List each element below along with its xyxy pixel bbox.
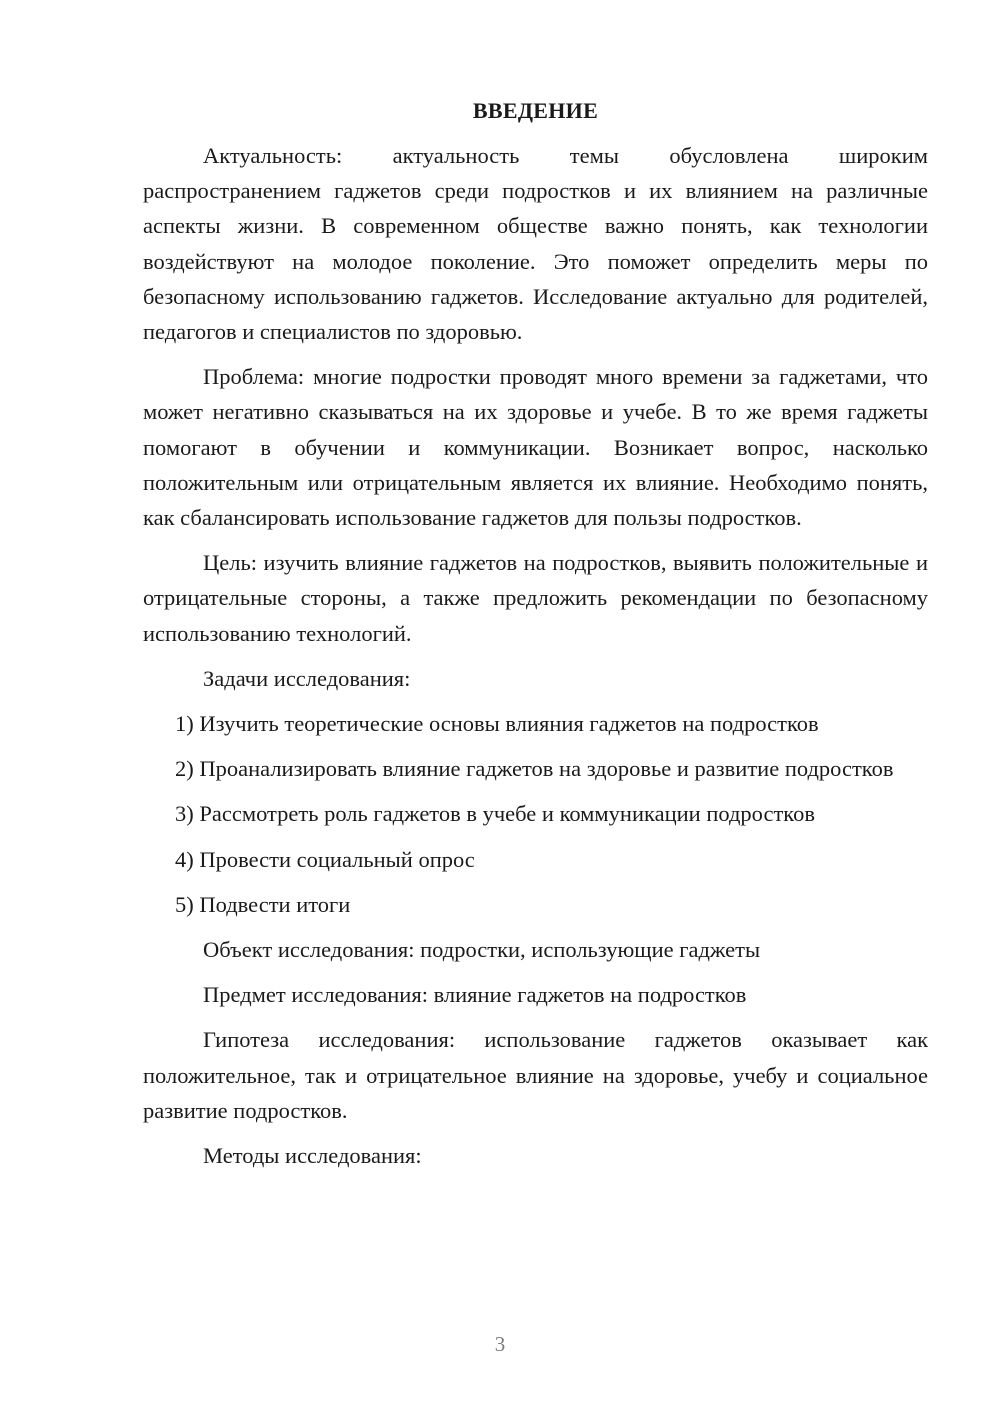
relevance-paragraph: Актуальность: актуальность темы обусловлена широким распространением гаджетов среди подростков и их влиянием на различные аспекты жизни. В современном обществе важно понять, как технологии воздействуют на молодое поколение. Это поможет определить меры по безопасному использованию гаджетов. Исследование актуально для родителей, педагогов и специалистов по здоровью. [143,143,928,345]
task-item: 4) Провести социальный опрос [175,846,475,872]
task-item: 2) Проанализировать влияние гаджетов на здоровье и развитие подростков [175,756,894,782]
subject-paragraph: Предмет исследования: влияние гаджетов на подростков [203,982,747,1008]
document-page [143,90,928,1183]
tasks-heading: Задачи исследования: [203,665,411,691]
task-item: 1) Изучить теоретические основы влияния гаджетов на подростков [175,711,819,737]
methods-paragraph: Методы исследования: [203,1143,422,1169]
page-title: ВВЕДЕНИЕ [472,98,599,123]
hypothesis-paragraph: Гипотеза исследования: использование гаджетов оказывает как положительное, так и отрицательное влияние на здоровье, учебу и социальное развитие подростков. [143,1027,928,1123]
task-item: 3) Рассмотреть роль гаджетов в учебе и коммуникации подростков [175,801,815,827]
page-number: 3 [494,1332,506,1356]
task-item: 5) Подвести итоги [175,891,351,917]
problem-paragraph: Проблема: многие подростки проводят много времени за гаджетами, что может негативно сказываться на их здоровье и учебе. В то же время гаджеты помогают в обучении и коммуникации. Возникает вопрос, насколько положительным или отрицательным является их влияние. Необходимо понять, как сбалансировать использование гаджетов для пользы подростков. [143,364,928,531]
goal-paragraph: Цель: изучить влияние гаджетов на подростков, выявить положительные и отрицательные стороны, а также предложить рекомендации по безопасному использованию технологий. [143,550,928,646]
object-paragraph: Объект исследования: подростки, использующие гаджеты [203,937,761,963]
